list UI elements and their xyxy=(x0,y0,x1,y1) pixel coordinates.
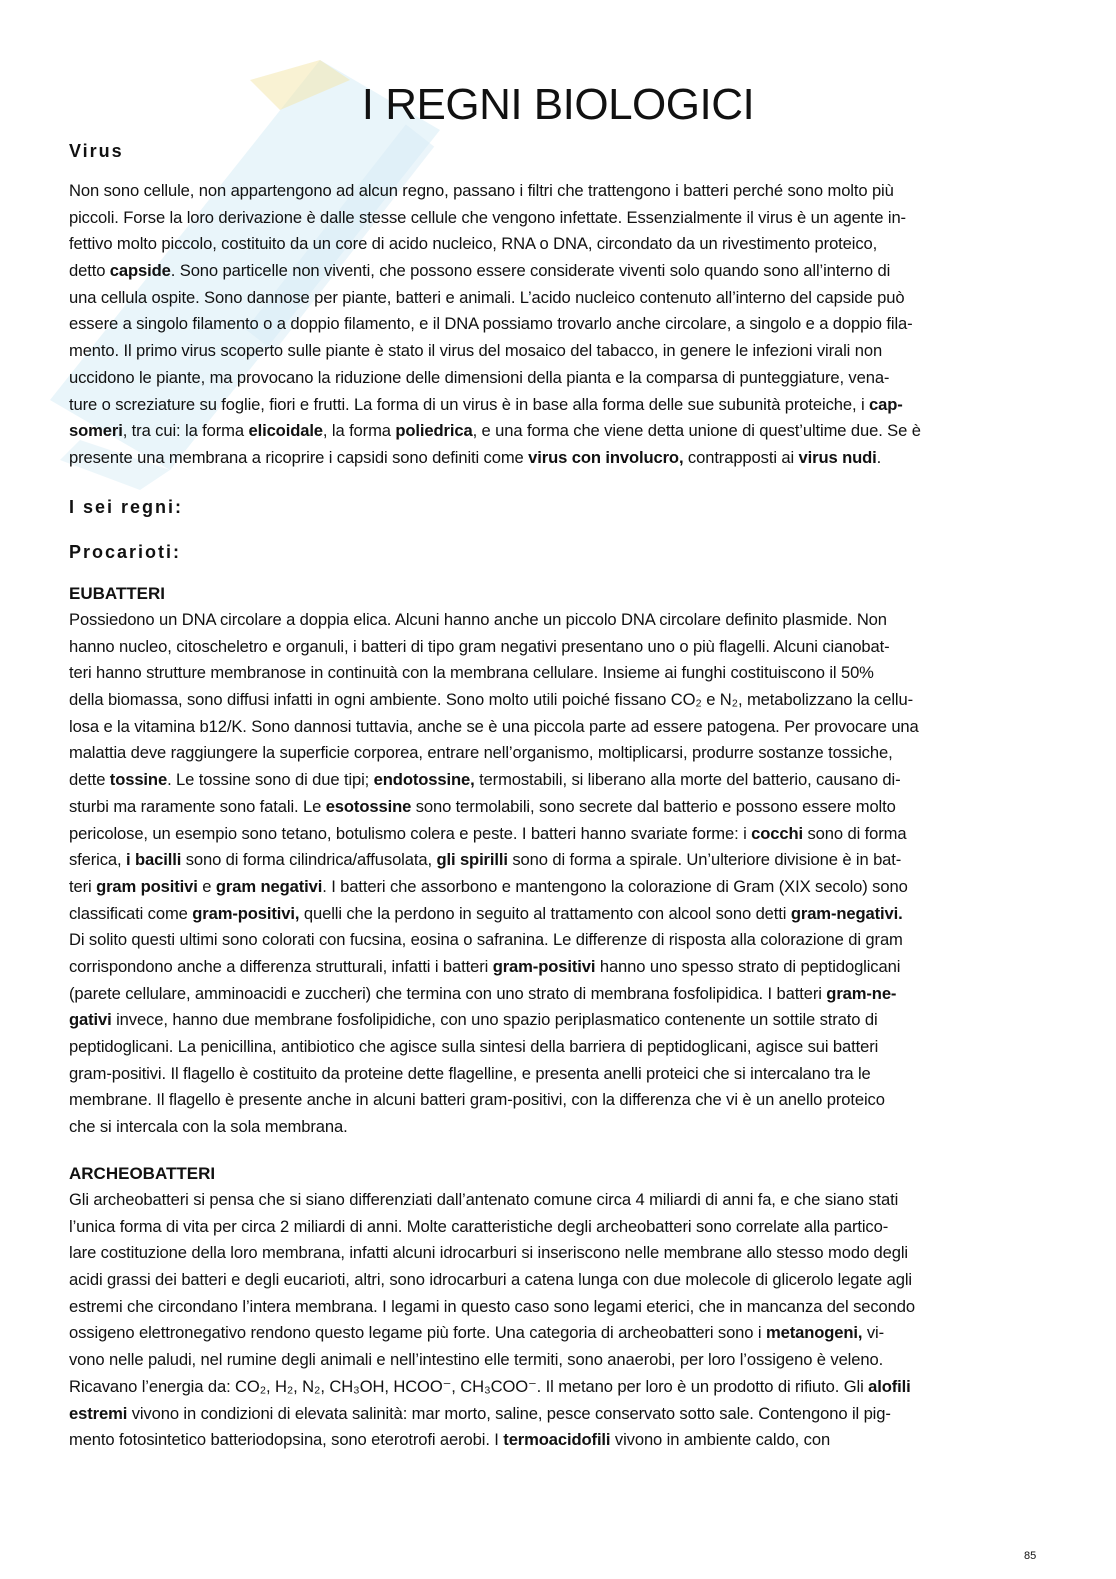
text-line xyxy=(69,954,1044,981)
text-line xyxy=(69,1320,1044,1347)
text-line xyxy=(69,1347,1044,1374)
archeobatteri-paragraph xyxy=(69,1187,1044,1454)
bold-term: gativi xyxy=(69,1010,112,1030)
text-run: invece, hanno due membrane fosfolipidiche, con uno spazio periplasmatico contenente un sottile strato di xyxy=(111,1010,878,1030)
text-run: vi- xyxy=(862,1323,885,1343)
bold-term: gram negativi xyxy=(215,876,323,896)
text-line xyxy=(69,1294,1044,1321)
bold-term: i bacilli xyxy=(126,850,182,870)
text-run: membrane. Il flagello è presente anche in alcuni batteri gram-positivi, con la differenza che vi è un anello proteico xyxy=(69,1090,885,1110)
text-line xyxy=(69,1240,1044,1267)
text-run: uccidono le piante, ma provocano la riduzione delle dimensioni della pianta e la comparsa di punteggiature, vena- xyxy=(69,367,890,387)
text-run: e xyxy=(197,876,216,896)
bold-term: gram-positivi xyxy=(492,956,596,976)
text-run: ossigeno elettronegativo rendono questo legame più forte. Una categoria di archeobatteri sono i xyxy=(69,1323,766,1343)
text-line xyxy=(69,821,1044,848)
text-line xyxy=(69,1007,1044,1034)
heading-archeobatteri: ARCHEOBATTERI xyxy=(69,1164,216,1183)
text-line xyxy=(69,1187,1044,1214)
text-run: quelli che la perdono in seguito al trattamento con alcool sono detti xyxy=(299,903,791,923)
text-line xyxy=(69,767,1044,794)
bold-term: capside xyxy=(109,261,171,281)
text-run: malattia deve raggiungere la superficie corporea, entrare nell’organismo, moltiplicarsi, produrre sostanze tossiche, xyxy=(69,743,893,763)
text-run: corrispondono anche a differenza strutturali, infatti i batteri xyxy=(69,956,493,976)
text-line xyxy=(69,1114,1044,1141)
bold-term: alofili xyxy=(868,1376,911,1396)
text-run: peptidoglicani. La penicillina, antibiotico che agisce sulla sintesi della barriera di peptidoglicani, agisce sui batteri xyxy=(69,1037,879,1056)
text-run: piccoli. Forse la loro derivazione è dalle stesse cellule che vengono infettate. Essenzialmente il virus è un agente in- xyxy=(69,207,906,227)
text-run: , tra cui: la forma xyxy=(122,421,249,441)
text-run: ture o screziature su foglie, fiori e frutti. La forma di un virus è in base alla forma delle sue subunità proteiche, i xyxy=(69,394,870,414)
text-run: losa e la vitamina b12/K. Sono dannosi tuttavia, anche se è una piccola parte ad essere patogena. Per provocare una xyxy=(69,716,919,736)
bold-term: cap- xyxy=(869,394,903,414)
text-run: vivono in ambiente caldo, con xyxy=(610,1430,831,1450)
text-line xyxy=(69,714,1044,741)
bold-term: endotossine, xyxy=(373,770,475,790)
heading-eubatteri: EUBATTERI xyxy=(69,584,166,603)
text-run: hanno uno spesso strato di peptidoglicani xyxy=(595,956,901,976)
text-run: . Le tossine sono di due tipi; xyxy=(167,770,374,790)
bold-term: poliedrica xyxy=(395,421,473,441)
text-line xyxy=(69,1214,1044,1241)
text-run: hanno nucleo, citoscheletro e organuli, i batteri di tipo gram negativi presentano uno o più flagelli. Alcuni cianobat- xyxy=(69,636,890,656)
bold-term: gram-negativi. xyxy=(790,903,903,923)
text-run: Di solito questi ultimi sono colorati con fucsina, eosina o safranina. Le differenze di risposta alla colorazione di gram xyxy=(69,930,903,950)
text-line xyxy=(69,607,1044,634)
bold-term: cocchi xyxy=(751,823,803,843)
text-run: sferica, xyxy=(69,850,127,870)
text-line xyxy=(69,311,1044,338)
text-run: . xyxy=(876,447,882,467)
text-line xyxy=(69,927,1044,954)
bold-term: metanogeni, xyxy=(765,1323,863,1343)
text-line xyxy=(69,981,1044,1008)
text-line xyxy=(69,365,1044,392)
text-line xyxy=(69,847,1044,874)
heading-sei-regni: I sei regni: xyxy=(69,497,184,517)
bold-term: gram positivi xyxy=(96,876,198,896)
text-run: , e una forma che viene detta unione di quest’ultime due. Se è xyxy=(472,421,921,441)
text-run: mento. Il primo virus scoperto sulle piante è stato il virus del mosaico del tabacco, in genere le infezioni virali non xyxy=(69,341,883,361)
text-run: mento fotosintetico batteriodopsina, sono eterotrofi aerobi. I xyxy=(69,1430,504,1450)
text-run: presente una membrana a ricoprire i capsidi sono definiti come xyxy=(69,447,529,467)
text-run: sono termolabili, sono secrete dal batterio e possono essere molto xyxy=(411,796,896,816)
eubatteri-paragraph xyxy=(69,607,1044,1141)
bold-term: virus con involucro, xyxy=(528,447,684,467)
text-run: Gli archeobatteri si pensa che si siano differenziati dall’antenato comune circa 4 miliardi di anni fa, e che siano stati xyxy=(69,1190,899,1209)
text-line xyxy=(69,901,1044,928)
text-line xyxy=(69,392,1044,419)
text-line xyxy=(69,418,1044,445)
text-run: estremi che circondano l’intera membrana. I legami in questo caso sono legami eterici, che in mancanza del secondo xyxy=(69,1296,915,1316)
text-run: vono nelle paludi, nel rumine degli animali e nell’intestino elle termiti, sono anaerobi, per loro l’ossigeno è veleno. xyxy=(69,1350,884,1370)
text-line xyxy=(69,178,1044,205)
bold-term: tossine xyxy=(109,770,168,790)
bold-term: gram-ne- xyxy=(826,983,897,1003)
text-line xyxy=(69,1087,1044,1114)
text-run: che si intercala con la sola membrana. xyxy=(69,1117,348,1137)
text-line xyxy=(69,231,1044,258)
text-run: una cellula ospite. Sono dannose per piante, batteri e animali. L’acido nucleico contenuto all’interno del capside può xyxy=(69,287,905,307)
text-line xyxy=(69,338,1044,365)
text-run: detto xyxy=(69,261,110,281)
text-run: teri xyxy=(69,876,97,896)
text-run: lare costituzione della loro membrana, infatti alcuni idrocarburi si inseriscono nelle membrane allo stesso modo degli xyxy=(69,1243,909,1263)
text-line xyxy=(69,1374,1044,1401)
text-line xyxy=(69,1427,1044,1454)
text-line xyxy=(69,660,1044,687)
text-run: acidi grassi dei batteri e degli eucarioti, altri, sono idrocarburi a catena lunga con due molecole di glicerolo legate agli xyxy=(69,1270,912,1290)
text-run: classificati come xyxy=(69,903,193,923)
text-run: fettivo molto piccolo, costituito da un core di acido nucleico, RNA o DNA, circondato da un rivestimento proteico, xyxy=(69,234,878,254)
text-run: vivono in condizioni di elevata salinità: mar morto, saline, pesce conservato sotto sale. Contengono il pig- xyxy=(127,1403,891,1423)
virus-paragraph xyxy=(69,178,1044,472)
text-line xyxy=(69,285,1044,312)
page-number: 85 xyxy=(1024,1550,1037,1562)
text-run: (parete cellulare, amminoacidi e zuccheri) che termina con uno strato di membrana fosfolipidica. I batteri xyxy=(69,983,827,1003)
text-run: termostabili, si liberano alla morte del batterio, causano di- xyxy=(474,770,901,790)
text-line xyxy=(69,205,1044,232)
heading-virus: Virus xyxy=(69,141,124,161)
text-run: Possiedono un DNA circolare a doppia elica. Alcuni hanno anche un piccolo DNA circolare definito plasmide. Non xyxy=(69,610,887,629)
bold-term: gli spirilli xyxy=(436,850,508,870)
text-line xyxy=(69,258,1044,285)
bold-term: elicoidale xyxy=(248,421,323,441)
text-run: sono di forma a spirale. Un’ulteriore divisione è in bat- xyxy=(507,850,902,870)
text-line xyxy=(69,687,1044,714)
bold-term: gram-positivi, xyxy=(192,903,300,923)
text-line xyxy=(69,1401,1044,1428)
text-line xyxy=(69,794,1044,821)
text-run: contrapposti ai xyxy=(683,447,799,467)
bold-term: virus nudi xyxy=(798,447,877,467)
text-run: sono di forma cilindrica/affusolata, xyxy=(181,850,437,870)
text-line xyxy=(69,874,1044,901)
text-line xyxy=(69,1034,1044,1061)
heading-procarioti: Procarioti: xyxy=(69,542,182,562)
text-run: gram-positivi. Il flagello è costituito da proteine dette flagelline, e presenta anelli proteici che si intercalano tra le xyxy=(69,1063,871,1083)
text-run: l’unica forma di vita per circa 2 miliardi di anni. Molte caratteristiche degli archeobatteri sono correlate alla partico- xyxy=(69,1216,889,1236)
text-run: , la forma xyxy=(322,421,396,441)
text-line xyxy=(69,1267,1044,1294)
text-run: sturbi ma raramente sono fatali. Le xyxy=(69,796,326,816)
text-run: dette xyxy=(69,770,110,790)
text-run: pericolose, un esempio sono tetano, botulismo colera e peste. I batteri hanno svariate forme: i xyxy=(69,823,752,843)
text-run: sono di forma xyxy=(802,823,907,843)
text-line xyxy=(69,740,1044,767)
text-run: . Sono particelle non viventi, che possono essere considerate viventi solo quando sono all’interno di xyxy=(170,261,891,281)
text-run: della biomassa, sono diffusi infatti in ogni ambiente. Sono molto utili poiché fissano CO₂ e N₂, metabolizzano la cellu- xyxy=(69,690,913,710)
bold-term: someri xyxy=(69,421,123,441)
text-run: . I batteri che assorbono e mantengono la colorazione di Gram (XIX secolo) sono xyxy=(322,876,908,896)
text-line xyxy=(69,634,1044,661)
bold-term: termoacidofili xyxy=(503,1430,611,1450)
text-run: Ricavano l’energia da: CO₂, H₂, N₂, CH₃OH, HCOO⁻, CH₃COO⁻. Il metano per loro è un prodotto di rifiuto. Gli xyxy=(69,1376,869,1396)
bold-term: esotossine xyxy=(325,796,412,816)
text-line xyxy=(69,1061,1044,1088)
text-run: essere a singolo filamento o a doppio filamento, e il DNA possiamo trovarlo anche circolare, a singolo e a doppio fila- xyxy=(69,314,913,334)
text-run: Non sono cellule, non appartengono ad alcun regno, passano i filtri che trattengono i batteri perché sono molto più xyxy=(69,181,894,200)
page-title: I REGNI BIOLOGICI xyxy=(361,80,755,129)
bold-term: estremi xyxy=(69,1403,128,1423)
text-line xyxy=(69,445,1044,472)
text-run: teri hanno strutture membranose in continuità con la membrana cellulare. Insieme ai funghi costituiscono il 50% xyxy=(69,663,874,683)
